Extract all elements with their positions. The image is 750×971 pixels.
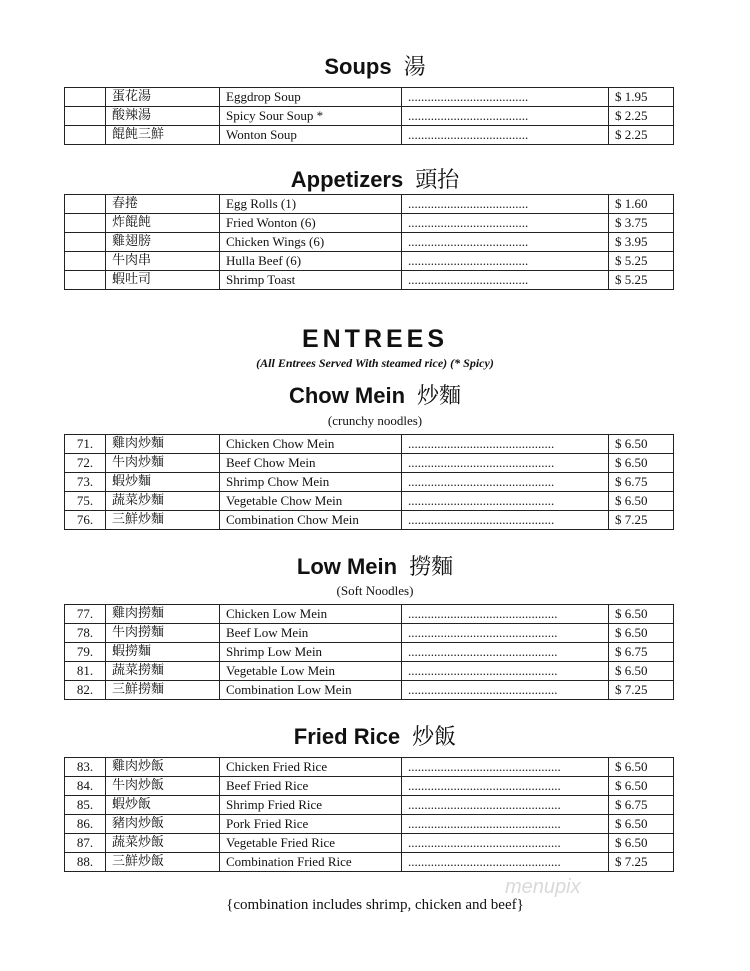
item-name-cn: 牛肉串 <box>106 252 220 271</box>
fried-rice-title-cn: 炒飯 <box>412 725 457 750</box>
dot-leader: ..................................... <box>402 88 609 107</box>
appetizers-heading <box>0 167 750 194</box>
item-name-cn: 蔬菜撈麵 <box>106 662 220 681</box>
item-name-cn: 雞翅膀 <box>106 233 220 252</box>
item-price: $ 6.50 <box>609 662 674 681</box>
item-price: $ 6.50 <box>609 492 674 511</box>
item-price: $ 5.25 <box>609 271 674 290</box>
fried-rice-title: Fried Rice <box>293 724 401 749</box>
item-number <box>65 233 106 252</box>
item-name-cn: 雞肉炒麵 <box>106 435 220 454</box>
item-name: Chicken Low Mein <box>220 605 402 624</box>
item-name-cn: 炸餛飩 <box>106 214 220 233</box>
item-number: 78. <box>65 624 106 643</box>
low-mein-subtitle: (Soft Noodles) <box>336 583 414 598</box>
item-number <box>65 195 106 214</box>
table-row <box>65 435 674 454</box>
table-row <box>65 643 674 662</box>
table-row <box>65 271 674 290</box>
item-price: $ 3.75 <box>609 214 674 233</box>
item-number: 81. <box>65 662 106 681</box>
dot-leader: .............................................. <box>402 681 609 700</box>
item-name-cn: 蔬菜炒麵 <box>106 492 220 511</box>
item-price: $ 6.75 <box>609 796 674 815</box>
dot-leader: ..................................... <box>402 214 609 233</box>
item-name: Vegetable Fried Rice <box>220 834 402 853</box>
table-row <box>65 796 674 815</box>
dot-leader: ............................................... <box>402 796 609 815</box>
table-row <box>65 624 674 643</box>
table-row <box>65 605 674 624</box>
item-price: $ 7.25 <box>609 511 674 530</box>
low-mein-table <box>64 604 674 700</box>
item-price: $ 6.50 <box>609 834 674 853</box>
item-name-cn: 蔬菜炒飯 <box>106 834 220 853</box>
item-name: Spicy Sour Soup * <box>220 107 402 126</box>
item-name: Wonton Soup <box>220 126 402 145</box>
item-number: 86. <box>65 815 106 834</box>
item-name-cn: 雞肉撈麵 <box>106 605 220 624</box>
item-name-cn: 酸辣湯 <box>106 107 220 126</box>
chow-mein-heading <box>0 383 750 410</box>
low-mein-heading <box>0 554 750 581</box>
table-row <box>65 758 674 777</box>
item-name-cn: 豬肉炒飯 <box>106 815 220 834</box>
low-mein-title: Low Mein <box>296 554 398 579</box>
table-row <box>65 454 674 473</box>
item-name: Vegetable Low Mein <box>220 662 402 681</box>
table-row <box>65 815 674 834</box>
item-number <box>65 88 106 107</box>
table-row <box>65 853 674 872</box>
item-number <box>65 126 106 145</box>
item-name-cn: 春捲 <box>106 195 220 214</box>
fried-rice-heading <box>0 724 750 751</box>
table-row <box>65 662 674 681</box>
item-price: $ 6.50 <box>609 758 674 777</box>
item-name-cn: 三鮮撈麵 <box>106 681 220 700</box>
item-name: Chicken Fried Rice <box>220 758 402 777</box>
dot-leader: ..................................... <box>402 252 609 271</box>
soups-title: Soups <box>324 54 392 79</box>
item-price: $ 6.50 <box>609 454 674 473</box>
item-price: $ 7.25 <box>609 853 674 872</box>
item-name: Shrimp Toast <box>220 271 402 290</box>
table-row <box>65 252 674 271</box>
chow-mein-subtitle: (crunchy noodles) <box>327 413 423 428</box>
item-price: $ 6.75 <box>609 643 674 662</box>
entrees-note: (All Entrees Served With steamed rice) (* Spicy) <box>256 356 494 370</box>
item-name-cn: 牛肉炒麵 <box>106 454 220 473</box>
entrees-heading: ENTREES <box>301 325 449 353</box>
item-name-cn: 雞肉炒飯 <box>106 758 220 777</box>
chow-mein-table <box>64 434 674 530</box>
item-name-cn: 蝦炒麵 <box>106 473 220 492</box>
item-price: $ 2.25 <box>609 126 674 145</box>
item-number: 85. <box>65 796 106 815</box>
item-number: 82. <box>65 681 106 700</box>
item-name: Fried Wonton (6) <box>220 214 402 233</box>
item-number: 88. <box>65 853 106 872</box>
table-row <box>65 214 674 233</box>
item-number <box>65 214 106 233</box>
item-number: 87. <box>65 834 106 853</box>
watermark: menupix <box>505 876 581 898</box>
item-price: $ 6.50 <box>609 435 674 454</box>
dot-leader: ..................................... <box>402 195 609 214</box>
item-price: $ 1.60 <box>609 195 674 214</box>
table-row <box>65 195 674 214</box>
item-name: Combination Chow Mein <box>220 511 402 530</box>
item-number: 79. <box>65 643 106 662</box>
item-name-cn: 三鮮炒麵 <box>106 511 220 530</box>
dot-leader: ..................................... <box>402 271 609 290</box>
dot-leader: ............................................... <box>402 834 609 853</box>
dot-leader: ..................................... <box>402 233 609 252</box>
item-number: 83. <box>65 758 106 777</box>
item-name: Pork Fried Rice <box>220 815 402 834</box>
dot-leader: ............................................. <box>402 473 609 492</box>
table-row <box>65 233 674 252</box>
fried-rice-table <box>64 757 674 872</box>
item-number <box>65 107 106 126</box>
dot-leader: .............................................. <box>402 624 609 643</box>
dot-leader: ..................................... <box>402 107 609 126</box>
dot-leader: ..................................... <box>402 126 609 145</box>
item-name: Shrimp Chow Mein <box>220 473 402 492</box>
dot-leader: .............................................. <box>402 605 609 624</box>
item-name-cn: 餛飩三鮮 <box>106 126 220 145</box>
dot-leader: ............................................... <box>402 853 609 872</box>
table-row <box>65 473 674 492</box>
table-row <box>65 511 674 530</box>
dot-leader: ............................................. <box>402 511 609 530</box>
item-name: Eggdrop Soup <box>220 88 402 107</box>
table-row <box>65 834 674 853</box>
footer-note: {combination includes shrimp, chicken and beef} <box>226 897 524 913</box>
soups-title-cn: 湯 <box>403 55 426 80</box>
chow-mein-title-cn: 炒麵 <box>417 384 462 409</box>
item-name: Chicken Chow Mein <box>220 435 402 454</box>
table-row <box>65 126 674 145</box>
table-row <box>65 88 674 107</box>
soups-table <box>64 87 674 145</box>
table-row <box>65 107 674 126</box>
item-price: $ 5.25 <box>609 252 674 271</box>
dot-leader: ............................................... <box>402 815 609 834</box>
dot-leader: ............................................. <box>402 435 609 454</box>
item-name: Hulla Beef (6) <box>220 252 402 271</box>
item-price: $ 2.25 <box>609 107 674 126</box>
item-number: 75. <box>65 492 106 511</box>
item-name: Combination Low Mein <box>220 681 402 700</box>
table-row <box>65 777 674 796</box>
item-number: 76. <box>65 511 106 530</box>
dot-leader: ............................................. <box>402 454 609 473</box>
item-price: $ 3.95 <box>609 233 674 252</box>
table-row <box>65 492 674 511</box>
item-number: 77. <box>65 605 106 624</box>
appetizers-table <box>64 194 674 290</box>
item-name: Beef Fried Rice <box>220 777 402 796</box>
item-number: 73. <box>65 473 106 492</box>
item-name-cn: 蝦炒飯 <box>106 796 220 815</box>
item-number: 71. <box>65 435 106 454</box>
item-name: Shrimp Fried Rice <box>220 796 402 815</box>
item-price: $ 6.50 <box>609 605 674 624</box>
item-name-cn: 蝦吐司 <box>106 271 220 290</box>
item-price: $ 1.95 <box>609 88 674 107</box>
appetizers-title-cn: 頭抬 <box>415 168 460 193</box>
item-number <box>65 252 106 271</box>
dot-leader: .............................................. <box>402 643 609 662</box>
item-number <box>65 271 106 290</box>
item-name: Beef Chow Mein <box>220 454 402 473</box>
low-mein-title-cn: 撈麵 <box>409 555 454 580</box>
item-price: $ 6.75 <box>609 473 674 492</box>
soups-heading <box>0 54 750 81</box>
item-name-cn: 三鮮炒飯 <box>106 853 220 872</box>
item-price: $ 6.50 <box>609 624 674 643</box>
item-name-cn: 蝦撈麵 <box>106 643 220 662</box>
item-name: Vegetable Chow Mein <box>220 492 402 511</box>
item-name: Combination Fried Rice <box>220 853 402 872</box>
item-price: $ 6.50 <box>609 777 674 796</box>
item-name-cn: 牛肉炒飯 <box>106 777 220 796</box>
dot-leader: ............................................. <box>402 492 609 511</box>
item-number: 84. <box>65 777 106 796</box>
item-name: Shrimp Low Mein <box>220 643 402 662</box>
appetizers-title: Appetizers <box>290 167 404 192</box>
item-name: Chicken Wings (6) <box>220 233 402 252</box>
dot-leader: .............................................. <box>402 662 609 681</box>
item-name: Beef Low Mein <box>220 624 402 643</box>
table-row <box>65 681 674 700</box>
item-price: $ 7.25 <box>609 681 674 700</box>
item-name: Egg Rolls (1) <box>220 195 402 214</box>
chow-mein-title: Chow Mein <box>288 383 406 408</box>
dot-leader: ............................................... <box>402 777 609 796</box>
item-price: $ 6.50 <box>609 815 674 834</box>
item-number: 72. <box>65 454 106 473</box>
item-name-cn: 蛋花湯 <box>106 88 220 107</box>
dot-leader: ............................................... <box>402 758 609 777</box>
item-name-cn: 牛肉撈麵 <box>106 624 220 643</box>
